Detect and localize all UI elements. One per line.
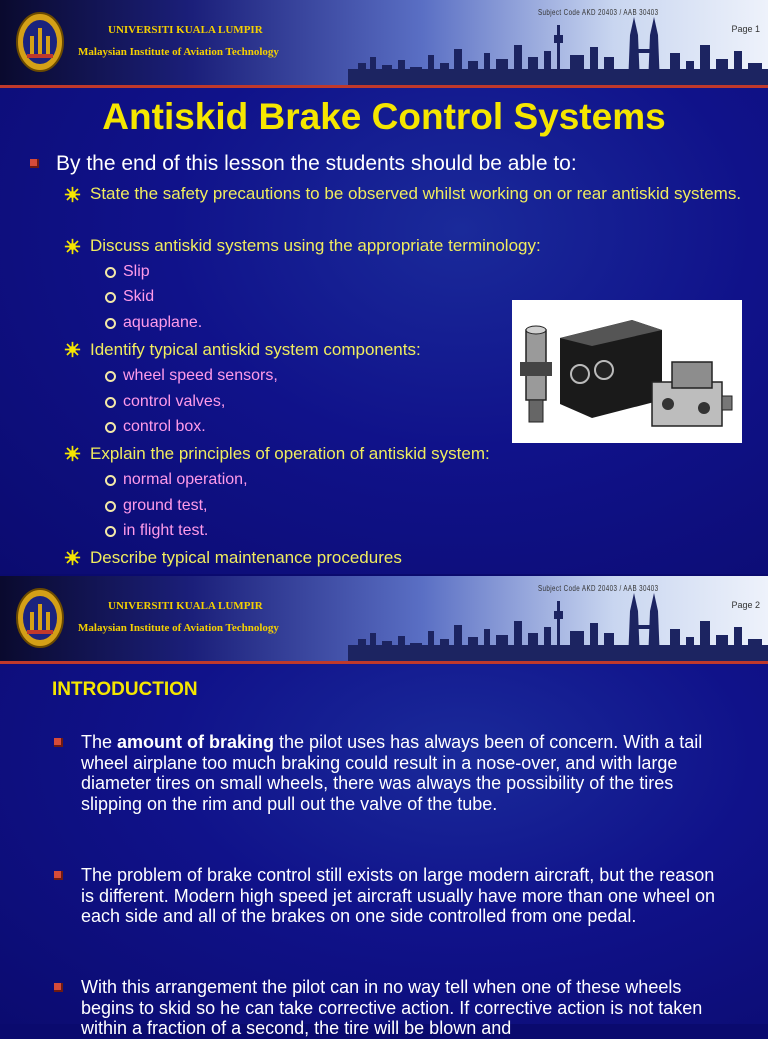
slide-title: Antiskid Brake Control Systems <box>102 96 666 137</box>
subitem: aquaplane. <box>123 314 203 331</box>
square-bullet-icon <box>54 871 63 880</box>
square-bullet-icon <box>30 159 39 168</box>
objective-item: State the safety precautions to be observed whilst working on or rear antiskid systems. <box>90 184 742 203</box>
header-rule <box>0 661 768 664</box>
subject-code: Subject Code AKD 20403 / AAB 30403 <box>538 584 659 593</box>
antiskid-components-photo <box>512 300 742 443</box>
unikl-logo <box>16 588 64 648</box>
lesson-intro: By the end of this lesson the students should be able to: <box>56 152 577 175</box>
subitem: Skid <box>123 288 155 305</box>
subitem: normal operation, <box>123 471 248 488</box>
institute-name: Malaysian Institute of Aviation Technology <box>78 622 279 634</box>
circle-bullet-icon <box>105 526 116 537</box>
circle-bullet-icon <box>105 318 116 329</box>
sunburst-bullet-icon <box>64 549 81 566</box>
section-heading: INTRODUCTION <box>52 679 198 700</box>
header-rule <box>0 85 768 88</box>
subitem: Slip <box>123 263 150 280</box>
sunburst-bullet-icon <box>64 341 81 358</box>
circle-bullet-icon <box>105 501 116 512</box>
emphasis-text: amount of braking <box>117 732 275 752</box>
university-name: UNIVERSITI KUALA LUMPIR <box>108 24 263 36</box>
objective-item: Describe typical maintenance procedures <box>90 548 402 567</box>
unikl-logo <box>16 12 64 72</box>
subitem: control valves, <box>123 393 226 410</box>
sunburst-bullet-icon <box>64 186 81 203</box>
sunburst-bullet-icon <box>64 238 81 255</box>
circle-bullet-icon <box>105 422 116 433</box>
circle-bullet-icon <box>105 267 116 278</box>
subitem: control box. <box>123 418 206 435</box>
circle-bullet-icon <box>105 292 116 303</box>
university-name: UNIVERSITI KUALA LUMPIR <box>108 600 263 612</box>
subitem: in flight test. <box>123 522 209 539</box>
city-skyline-graphic <box>348 581 768 661</box>
institute-name: Malaysian Institute of Aviation Technology <box>78 46 279 58</box>
circle-bullet-icon <box>105 397 116 408</box>
subject-code: Subject Code AKD 20403 / AAB 30403 <box>538 8 659 17</box>
page-number: Page 2 <box>731 600 760 610</box>
circle-bullet-icon <box>105 371 116 382</box>
circle-bullet-icon <box>105 475 116 486</box>
objective-item: Explain the principles of operation of antiskid system: <box>90 444 490 463</box>
paragraph-1: The amount of braking the pilot uses has always been of concern. With a tail wheel airplane too much braking could result in a nose-over, and with large diameter tires on small wheels, there was always the possibility of the tires slipping on the rim and pull out the valve of the tube. <box>81 732 703 814</box>
sunburst-bullet-icon <box>64 445 81 462</box>
slide-2 <box>0 576 768 1038</box>
page-number: Page 1 <box>731 24 760 34</box>
paragraph-3: With this arrangement the pilot can in no way tell when one of these wheels begins to skid so he can take corrective action. If corrective action is not taken within a fraction of a second, the tire will be blown and <box>81 977 703 1038</box>
square-bullet-icon <box>54 983 63 992</box>
objective-item: Identify typical antiskid system components: <box>90 340 421 359</box>
square-bullet-icon <box>54 738 63 747</box>
objective-item: Discuss antiskid systems using the appropriate terminology: <box>90 236 541 255</box>
subitem: ground test, <box>123 497 208 514</box>
city-skyline-graphic <box>348 5 768 85</box>
subitem: wheel speed sensors, <box>123 367 278 384</box>
paragraph-2: The problem of brake control still exists on large modern aircraft, but the reason is different. Modern high speed jet aircraft usually have more than one wheel on each side and all of the brakes on one side controlled from one pedal. <box>81 865 716 926</box>
